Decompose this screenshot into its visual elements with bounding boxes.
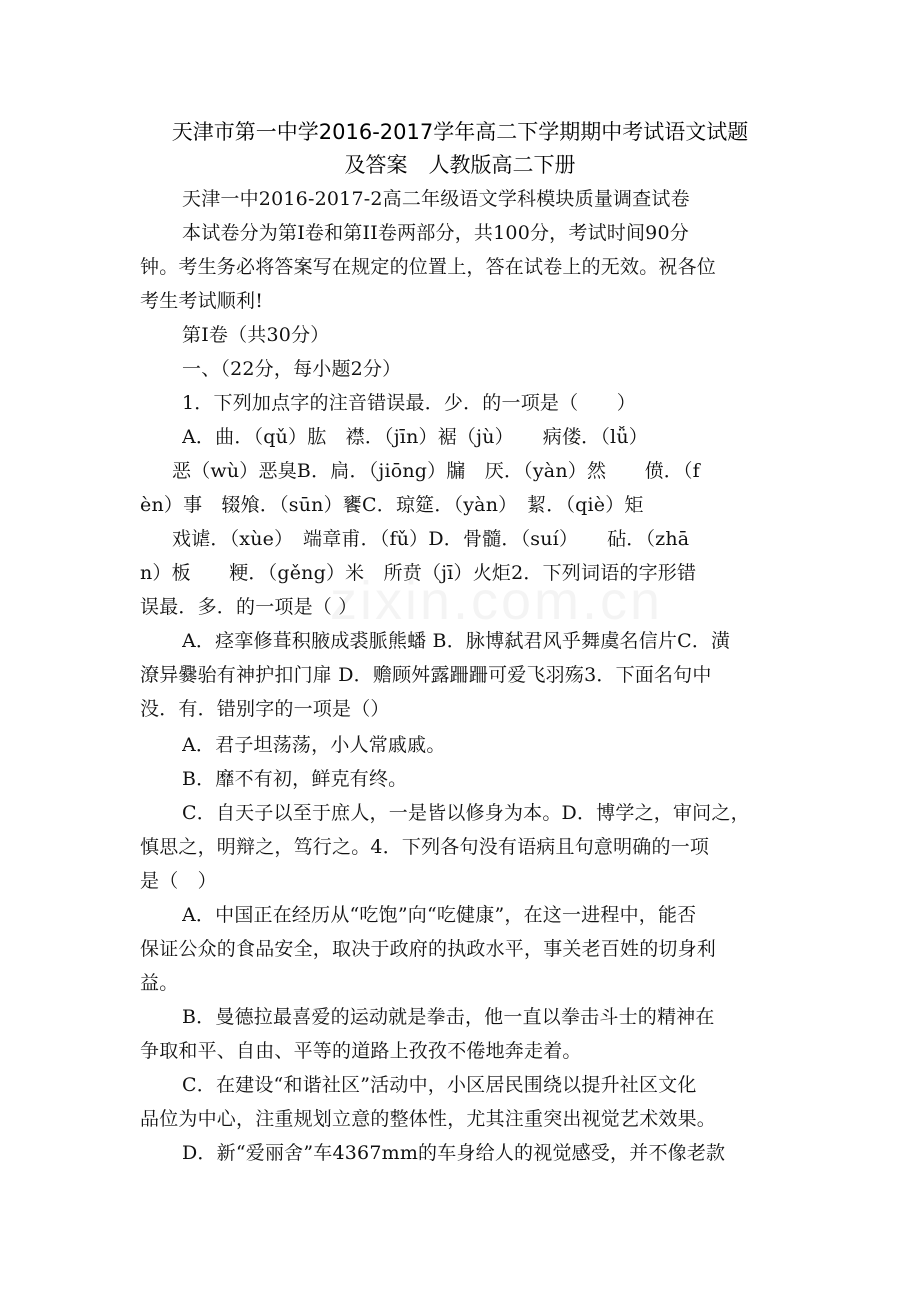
- option-c-d: C．自天子以至于庶人，一是皆以修身为本。D．博学之，审问之，: [182, 802, 750, 824]
- option-line: 戏谑．（xùe） 端章甫．（fǔ）D．骨髓．（suí） 砧．（zhā: [172, 528, 690, 550]
- paragraph-line: 益。: [140, 972, 179, 994]
- paragraph-line: 品位为中心，注重规划立意的整体性，尤其注重突出视觉艺术效果。: [140, 1108, 717, 1130]
- exam-header: 天津一中2016-2017-2高二年级语文学科模块质量调查试卷: [182, 188, 690, 210]
- option-line: 恶（wù）恶臭B．扃．（jiōng）牖 厌．（yàn）然 偾．（f: [172, 460, 700, 482]
- option-a: A．君子坦荡荡，小人常戚戚。: [182, 734, 446, 756]
- paragraph-line: 慎思之，明辩之，笃行之。4．下列各句没有语病且句意明确的一项: [140, 836, 710, 858]
- option-b: B．曼德拉最喜爱的运动就是拳击，他一直以拳击斗士的精神在: [182, 1006, 715, 1028]
- paragraph-line: 考生考试顺利!: [140, 290, 264, 312]
- question-4: 是（ ）: [140, 870, 217, 892]
- question-3: 没．有．错别字的一项是（）: [140, 698, 390, 720]
- option-a: A．中国正在经历从“吃饱”向“吃健康”，在这一进程中，能否: [182, 904, 697, 926]
- paragraph-line: 钟。考生务必将答案写在规定的位置上，答在试卷上的无效。祝各位: [140, 256, 717, 278]
- document-title-line-1: 天津市第一中学2016-2017学年高二下学期期中考试语文试题: [171, 120, 749, 144]
- question-1: 1．下列加点字的注音错误最．少．的一项是（ ）: [182, 392, 636, 414]
- paragraph-line: 保证公众的食品安全，取决于政府的执政水平，事关老百姓的切身利: [140, 938, 717, 960]
- option-d: D．新“爱丽舍”车4367mm的车身给人的视觉感受，并不像老款: [182, 1142, 726, 1164]
- option-line: A．痉挛修葺积腋成裘脈熊蟠 B．脉博弑君风乎舞虞名信片C．潢: [182, 630, 731, 652]
- part-heading: 一、（22分，每小题2分）: [182, 358, 402, 380]
- question-2: 误最．多．的一项是（ ）: [140, 596, 358, 618]
- option-line: 潦异爨骀有神护扣门扉 D．赡顾舛露跚跚可爱飞羽殇3．下面名句中: [140, 664, 712, 686]
- document-title-line-2: 及答案 人教版高二下册: [344, 153, 576, 177]
- option-line: èn）事 辍飧．（sūn）饔C．琼筵．（yàn） 絜．（qiè）矩: [140, 494, 644, 516]
- paragraph-line: 争取和平、自由、平等的道路上孜孜不倦地奔走着。: [140, 1040, 582, 1062]
- paragraph-line: 本试卷分为第I卷和第II卷两部分，共100分，考试时间90分: [182, 222, 689, 244]
- option-c: C．在建设“和谐社区”活动中，小区居民围绕以提升社区文化: [182, 1074, 697, 1096]
- section-heading: 第I卷（共30分）: [182, 324, 330, 346]
- option-line: A．曲．（qǔ）肱 襟．（jīn）裾（jù） 病偻．（lǚ）: [182, 426, 648, 448]
- option-line: n）板 粳．（gěng）米 所贲（jī）火炬2．下列词语的字形错: [140, 562, 697, 584]
- option-b: B．靡不有初，鲜克有终。: [182, 768, 408, 790]
